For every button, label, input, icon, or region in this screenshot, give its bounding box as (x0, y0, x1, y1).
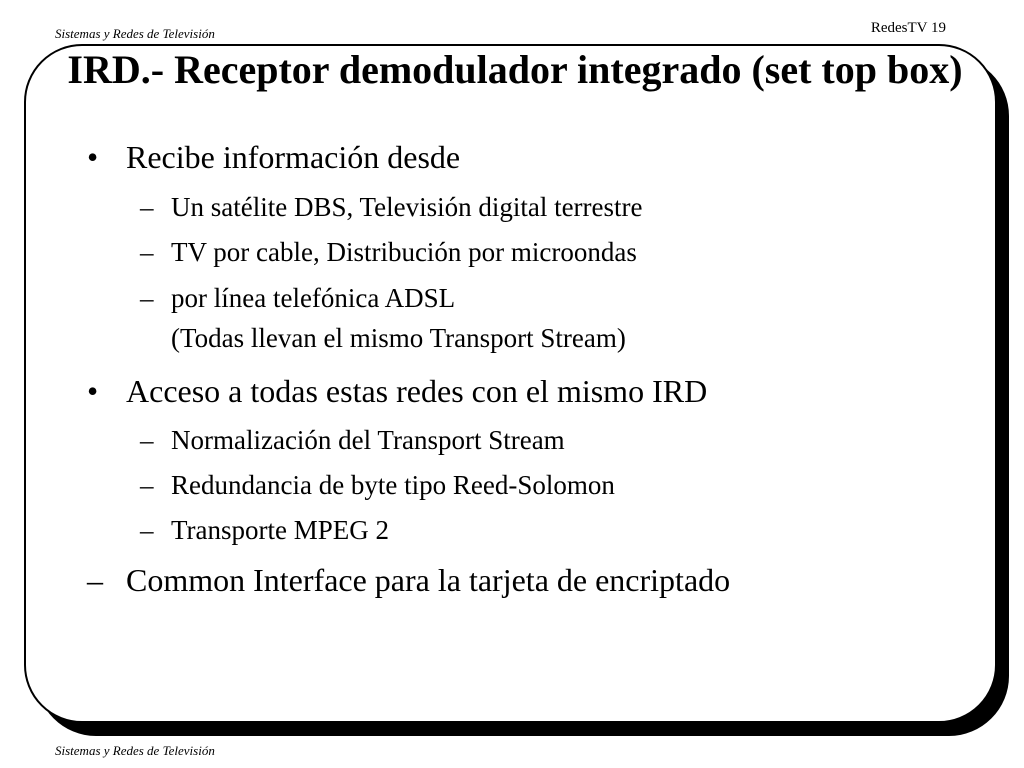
sub-bullet-item (140, 512, 389, 548)
sub-bullet-item (140, 234, 637, 270)
dash-marker: – (140, 515, 154, 545)
bullet-text: Common Interface para la tarjeta de encriptado (126, 562, 731, 598)
sub-bullet-text: Transporte MPEG 2 (171, 515, 390, 545)
header-course-title: Sistemas y Redes de Televisión (55, 26, 215, 41)
sub-bullet-text: TV por cable, Distribución por microondas (171, 237, 637, 267)
sub-bullet-item (140, 467, 615, 503)
dash-marker: – (140, 237, 154, 267)
sub-bullet-text: Redundancia de byte tipo Reed-Solomon (171, 470, 615, 500)
sub-bullet-text: Un satélite DBS, Televisión digital terrestre (171, 192, 643, 222)
dash-marker: – (140, 425, 154, 455)
bullet-text: Acceso a todas estas redes con el mismo IRD (126, 373, 708, 409)
bullet-marker: • (87, 139, 99, 175)
dash-marker: – (140, 470, 154, 500)
bullet-marker: • (87, 373, 99, 409)
sub-bullet-text: por línea telefónica ADSL (171, 283, 456, 313)
bullet-item (87, 561, 730, 599)
bullet-text: Recibe información desde (126, 139, 461, 175)
bullet-item (87, 372, 707, 410)
slide-title: IRD.- Receptor demodulador integrado (set top box) (67, 47, 963, 92)
sub-bullet-item (140, 422, 565, 458)
footer-course-title: Sistemas y Redes de Televisión (55, 743, 215, 758)
bullet-item (87, 138, 460, 176)
dash-marker: – (140, 283, 154, 313)
sub-bullet-text: Normalización del Transport Stream (171, 425, 565, 455)
dash-marker: – (140, 192, 154, 222)
slide-number: RedesTV 19 (870, 20, 946, 36)
sub-bullet-item (140, 280, 455, 316)
sub-bullet-continuation: (Todas llevan el mismo Transport Stream) (171, 323, 626, 353)
sub-bullet-item (140, 189, 643, 225)
dash-marker: – (87, 562, 103, 598)
